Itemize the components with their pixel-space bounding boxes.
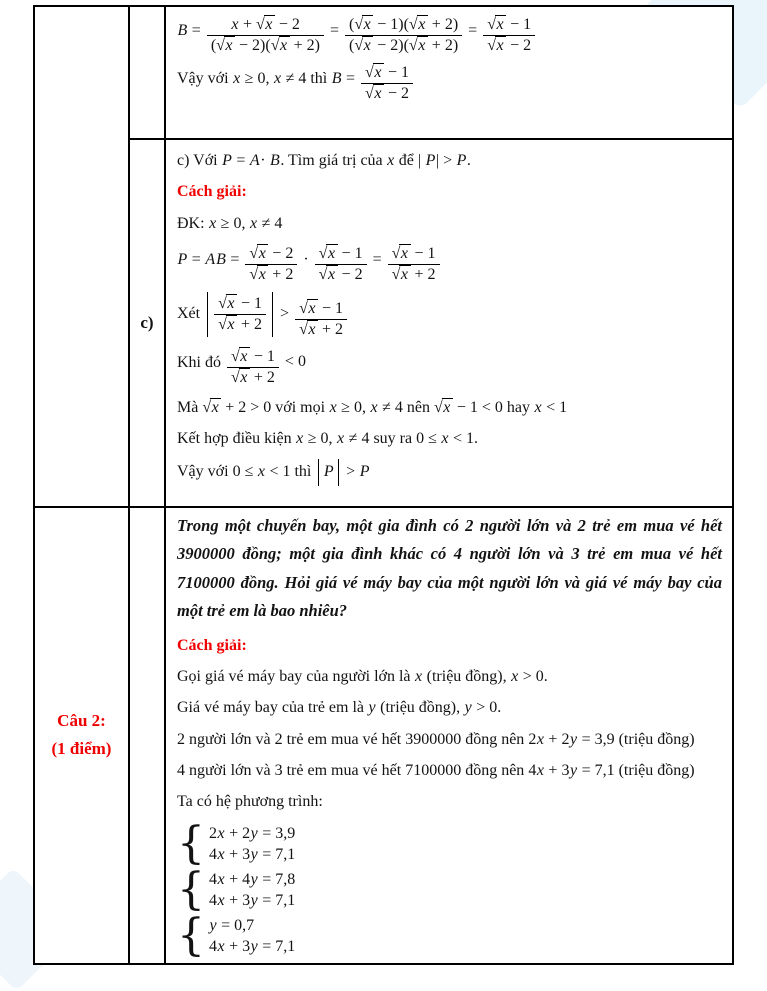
define-x xyxy=(177,666,722,688)
text-run: với mọi xyxy=(271,398,330,416)
text-run: Giá vé máy bay của trẻ em là xyxy=(177,699,369,717)
text-run: c) Với xyxy=(177,152,222,169)
solution-content-c xyxy=(165,139,733,507)
question-1-label-cell xyxy=(34,6,129,507)
math-expression: P > P xyxy=(315,463,370,480)
text-run: Vậy với xyxy=(177,463,233,481)
problem-statement xyxy=(177,512,722,626)
text-run: suy ra xyxy=(369,429,417,447)
system-1 xyxy=(177,818,722,870)
text-run: (triệu đồng), xyxy=(376,699,465,717)
part-label-cell-empty xyxy=(129,507,165,964)
math-expression: 4x + 3y = 7,1 xyxy=(528,762,615,780)
math-expression: P = A· B xyxy=(222,152,280,169)
math-expression: 0 ≤ x < 1 xyxy=(416,429,475,447)
part-label-cell xyxy=(129,139,165,507)
text-run: (triệu đồng) xyxy=(614,730,695,748)
combine-condition xyxy=(177,428,722,450)
text-run: để xyxy=(394,152,418,169)
solution-content-cau-2 xyxy=(165,507,733,964)
math-expression: 2x + 2y = 3,9 xyxy=(528,730,615,748)
text-run: ĐK: xyxy=(177,214,209,232)
equation-p-product xyxy=(177,244,722,285)
text-run: (triệu đồng), xyxy=(422,667,511,685)
text-run: Kết hợp điều kiện xyxy=(177,429,296,447)
question-2-label-cell xyxy=(34,507,129,964)
text-run: Mà xyxy=(177,398,203,416)
math-expression: x < 1 xyxy=(534,398,568,416)
math-expression: { 4x + 4y = 7,8 4x + 3y = 7,1 xyxy=(177,864,296,916)
math-expression: √x − 1 √x + 2 > $\frac{√x - 1}{√x + 2}$ xyxy=(204,305,349,322)
math-expression: | P| > P xyxy=(417,152,467,169)
conclusion-c xyxy=(177,459,722,485)
math-expression: { 2x + 2y = 3,9 4x + 3y = 7,1 xyxy=(177,818,296,870)
text-run: Trong một chuyến bay, một gia đình có 2 người lớn và 2 trẻ em mua vé hết 3900000 đồng; một gia đình khác có 4 người lớn và 3 trẻ em mua vé hết 7100000 đồng. Hỏi giá vé máy bay của một người lớn và giá vé máy bay của một trẻ em là bao nhiêu? xyxy=(177,516,722,621)
system-intro xyxy=(177,791,722,813)
part-label-cell-empty xyxy=(129,6,165,139)
part-c-label: c) xyxy=(140,313,154,332)
equation-1-derivation xyxy=(177,729,722,751)
math-expression: x > 0 xyxy=(511,667,544,685)
text-run: thì xyxy=(290,463,316,481)
equation-b-simplification xyxy=(177,15,722,56)
text-run: (triệu đồng) xyxy=(614,762,695,780)
equation-2-derivation xyxy=(177,760,722,782)
math-expression: x ≥ 0, x ≠ 4 xyxy=(329,398,403,416)
table-row-b-simplify xyxy=(34,6,733,139)
text-run: . xyxy=(466,152,471,169)
solution-table xyxy=(33,5,734,965)
text-run: Gọi giá vé máy bay của người lớn là xyxy=(177,667,415,685)
table-row-part-c xyxy=(34,139,733,507)
text-run: nên xyxy=(402,398,434,416)
conclusion-b xyxy=(177,63,722,104)
text-run: Ta có hệ phương trình: xyxy=(177,793,323,811)
question-number: Câu 2: xyxy=(57,711,106,731)
math-expression: B = $\frac{x + √x - 2}{(√x - 2)(√x + 2)}$ = $\frac{(√x - 1)(√x + 2)}{(√x - 2)(√x + 2)}$ = $\frac{√x - 1}{√x - 2}$ xyxy=(177,22,537,39)
text-run: Cách giải: xyxy=(177,636,247,654)
question-points: (1 điểm) xyxy=(51,738,112,758)
math-expression: 0 ≤ x < 1 xyxy=(232,463,291,481)
system-3 xyxy=(177,910,722,962)
text-run: Xét xyxy=(177,305,205,323)
text-run: hay xyxy=(502,398,534,416)
condition-line xyxy=(177,213,722,235)
math-expression: x xyxy=(387,152,395,169)
argument-line xyxy=(177,397,722,419)
math-expression: x ≥ 0, x ≠ 4 xyxy=(233,69,307,87)
part-c-question xyxy=(177,150,722,172)
method-heading xyxy=(177,635,722,657)
text-run: Cách giải: xyxy=(177,183,247,201)
consider-inequality xyxy=(177,292,722,339)
math-expression: √x + 2 > 0 xyxy=(202,398,272,416)
math-expression: √x − 1 < 0 xyxy=(433,398,503,416)
text-run: 4 người lớn và 3 trẻ em mua vé hết 7100000 đồng nên xyxy=(177,762,529,780)
solution-content-b xyxy=(165,6,733,139)
system-2 xyxy=(177,864,722,916)
text-run: 2 người lớn và 2 trẻ em mua vé hết 3900000 đồng nên xyxy=(177,730,529,748)
text-run: . xyxy=(474,429,479,447)
math-expression: $\frac{√x - 1}{√x + 2}$ < 0 xyxy=(225,353,306,370)
text-run: . Tìm giá trị của xyxy=(280,152,387,169)
math-expression: { y = 0,7 4x + 3y = 7,1 xyxy=(177,910,296,962)
math-expression: x xyxy=(415,667,423,685)
text-run: Vậy với xyxy=(177,69,233,87)
math-expression: y > 0 xyxy=(464,699,498,717)
math-expression: x ≥ 0, x ≠ 4 xyxy=(209,214,283,232)
math-expression: x ≥ 0, x ≠ 4 xyxy=(296,429,370,447)
math-expression: B = $\frac{√x - 1}{√x - 2}$ xyxy=(331,70,415,87)
method-heading xyxy=(177,181,722,203)
define-y xyxy=(177,697,722,719)
text-run: Khi đó xyxy=(177,353,225,371)
math-expression: P = AB = $\frac{√x - 2}{√x + 2}$ · $\frac{√x - 1}{√x - 2}$ = $\frac{√x - 1}{√x + 2}$ xyxy=(177,251,442,268)
table-row-cau-2 xyxy=(34,507,733,964)
text-run: . xyxy=(543,667,548,685)
math-expression: y xyxy=(368,699,376,717)
then-inequality xyxy=(177,347,722,388)
text-run: . xyxy=(497,699,502,717)
text-run: thì xyxy=(306,69,332,87)
